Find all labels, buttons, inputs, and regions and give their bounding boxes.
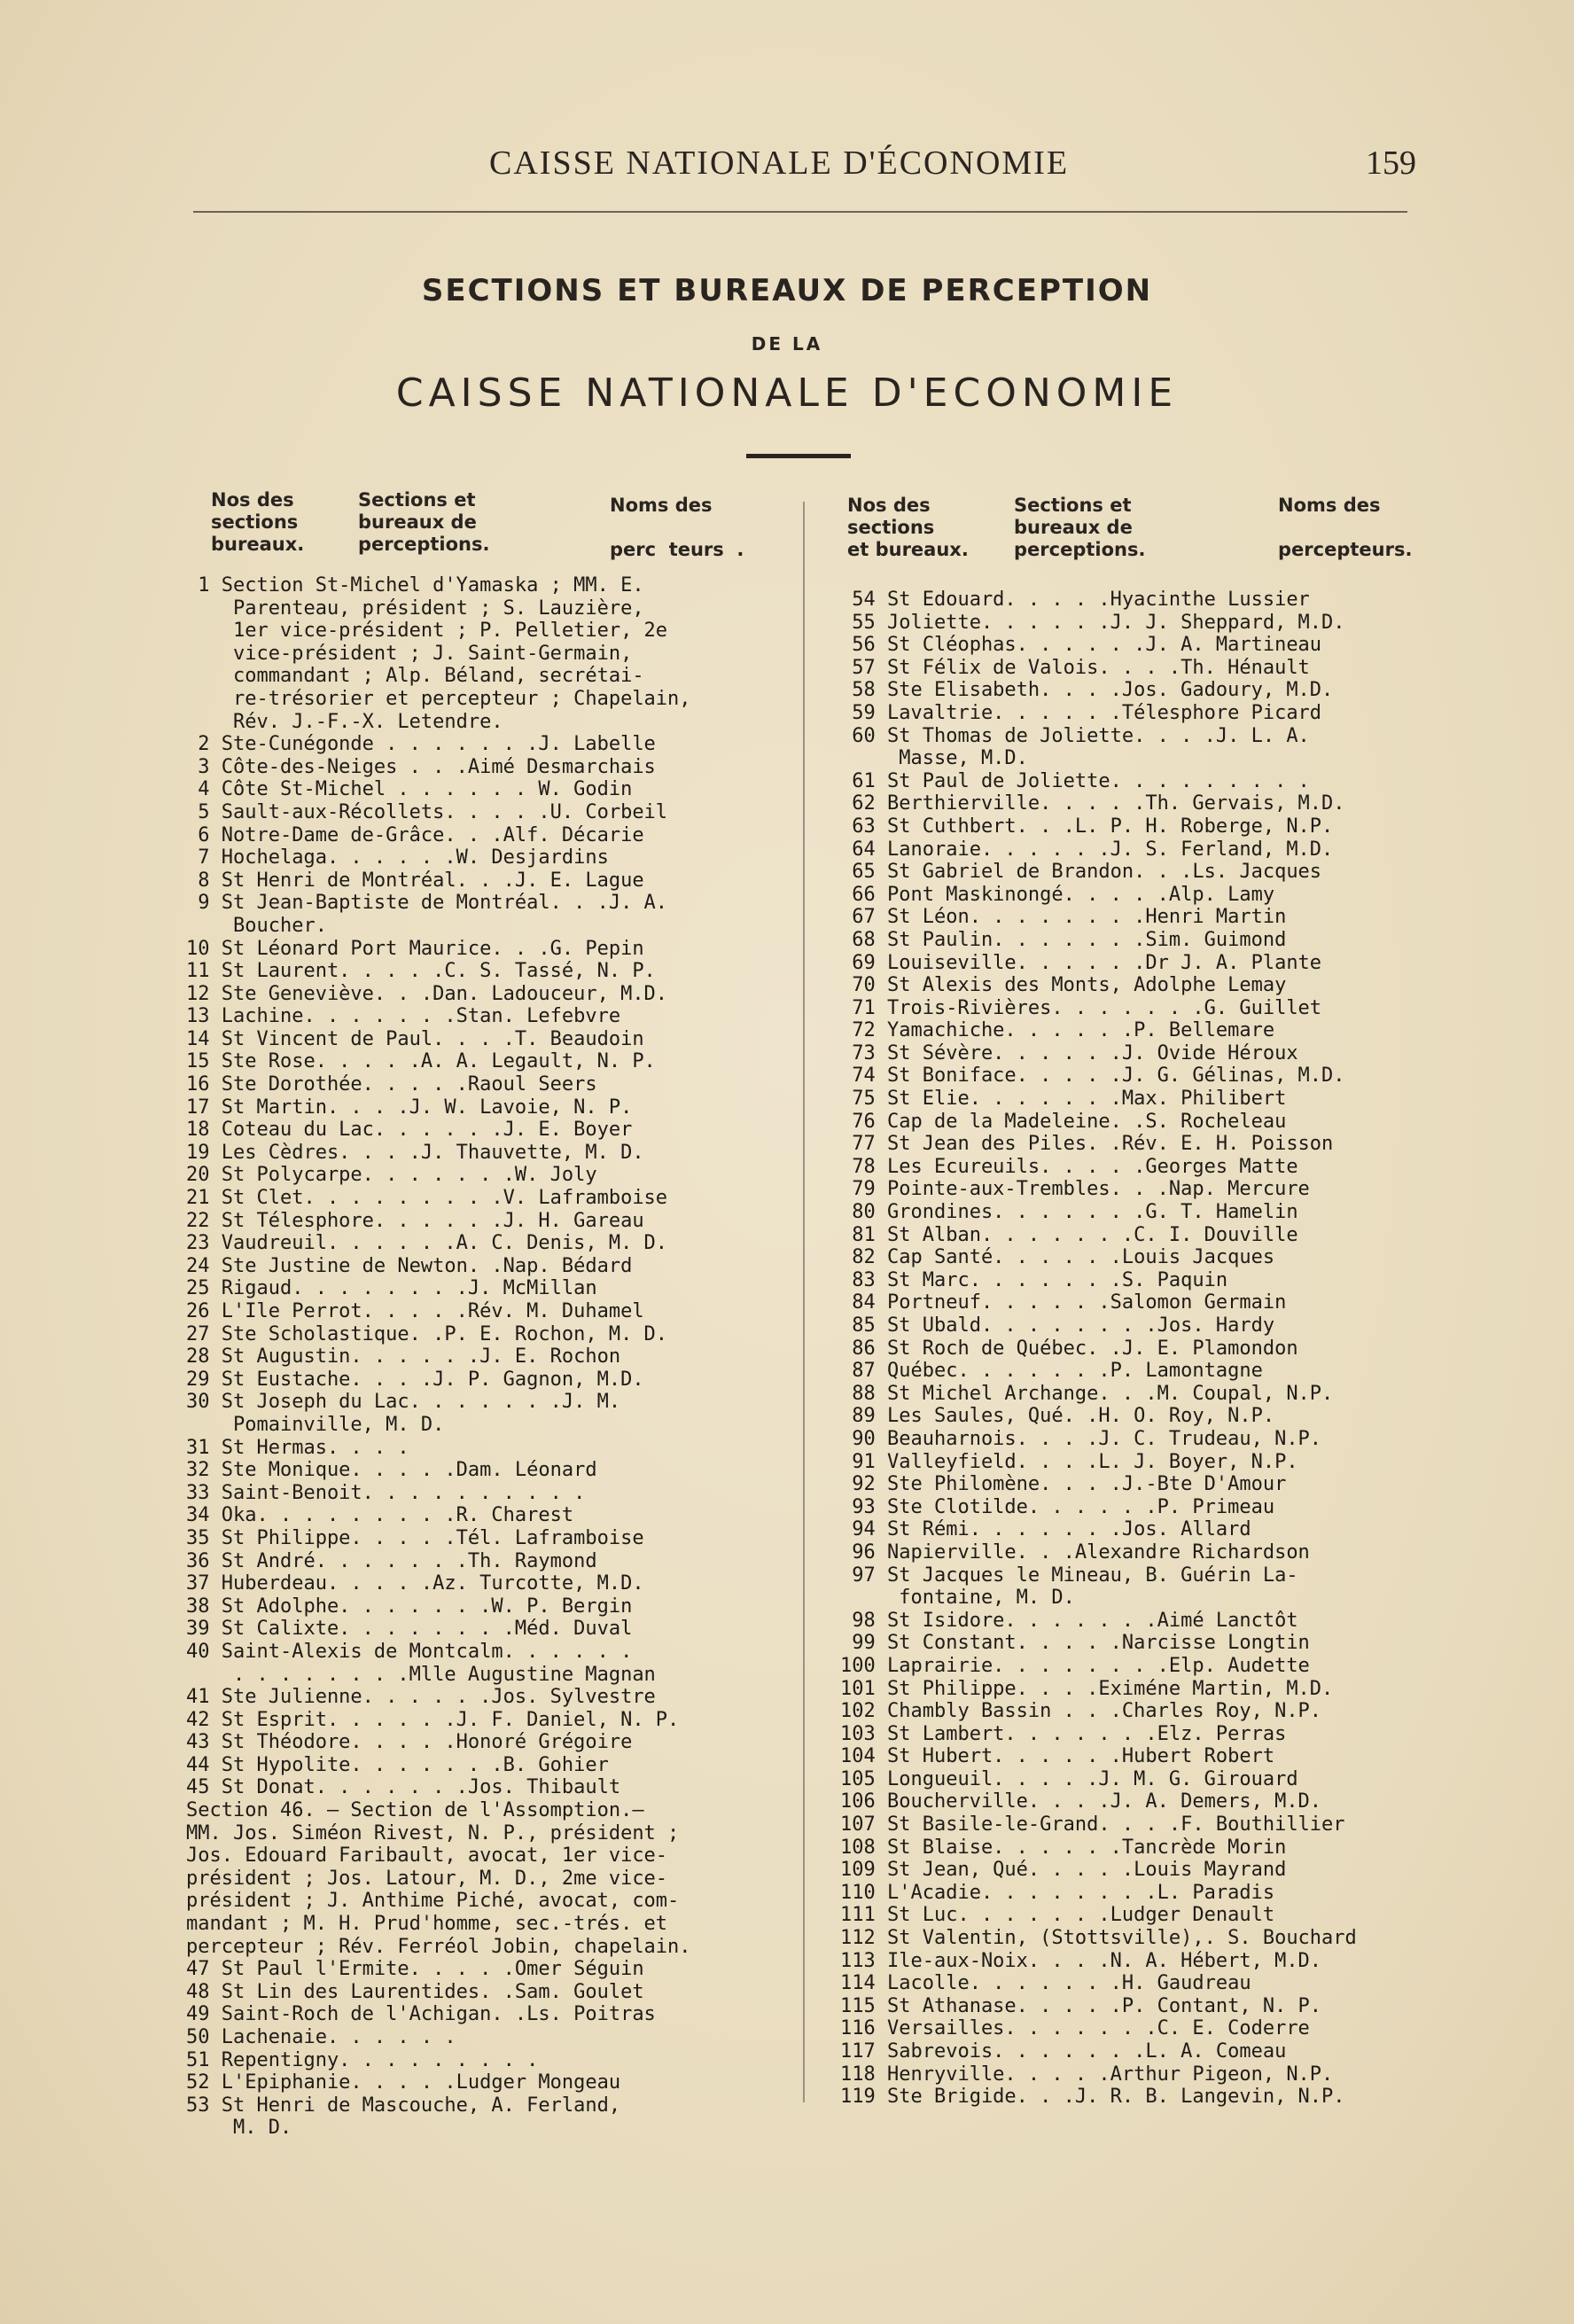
list-item: 6 Notre-Dame de-Grâce. . .Alf. Décarie [186,823,644,846]
title-line-1: SECTIONS ET BUREAUX DE PERCEPTION [421,273,1153,308]
list-item: 27 Ste Scholastique. .P. E. Rochon, M. D. [186,1322,668,1345]
list-item: 77 St Jean des Piles. .Rév. E. H. Poisson [840,1133,1334,1156]
list-item: MM. Jos. Siméon Rivest, N. P., président ; [186,1821,680,1844]
list-item: re-trésorier et percepteur ; Chapelain, [186,687,691,710]
list-item: 20 St Polycarpe. . . . . . .W. Joly [186,1164,597,1187]
list-item: 52 L'Epiphanie. . . . .Ludger Mongeau [186,2071,621,2094]
list-item: 63 St Cuthbert. . .L. P. H. Roberge, N.P. [840,815,1334,838]
list-item: 42 St Esprit. . . . . .J. F. Daniel, N. P. [186,1708,680,1731]
list-item: 62 Berthierville. . . . .Th. Gervais, M.D. [840,792,1345,815]
list-item: mandant ; M. H. Prud'homme, sec.-trés. et [186,1913,668,1936]
list-item: 37 Huberdeau. . . . .Az. Turcotte, M.D. [186,1572,644,1595]
list-item: 117 Sabrevois. . . . . . .L. A. Comeau [840,2040,1287,2063]
list-item: 51 Repentigny. . . . . . . . . [186,2048,539,2071]
list-item: 16 Ste Dorothée. . . . .Raoul Seers [186,1073,597,1096]
list-item: . . . . . . . .Mlle Augustine Magnan [186,1663,656,1686]
list-item: Parenteau, président ; S. Lauzière, [186,597,644,620]
list-item: 94 St Rémi. . . . . . .Jos. Allard [840,1518,1251,1541]
page-number: 159 [1366,144,1416,182]
list-item: Section 46. — Section de l'Assomption.— [186,1799,644,1822]
list-item: 116 Versailles. . . . . . .C. E. Coderre [840,2017,1310,2040]
list-item: président ; J. Anthime Piché, avocat, com- [186,1890,680,1913]
list-item: percepteur ; Rév. Ferréol Jobin, chapelain. [186,1935,691,1958]
list-item: 107 St Basile-le-Grand. . . .F. Bouthillier [840,1813,1345,1837]
list-item: 72 Yamachiche. . . . . .P. Bellemare [840,1019,1275,1042]
list-item: 68 St Paulin. . . . . . .Sim. Guimond [840,928,1287,951]
list-item: 45 St Donat. . . . . . .Jos. Thibault [186,1776,621,1799]
list-item: 12 Ste Geneviève. . .Dan. Ladouceur, M.D. [186,982,668,1005]
list-item: 69 Louiseville. . . . . .Dr J. A. Plante [840,951,1322,974]
left-header-numbers: Nos des sections bureaux. [211,489,305,555]
list-item: 40 Saint-Alexis de Montcalm. . . . . . [186,1640,633,1663]
list-item: 100 Laprairie. . . . . . . .Elp. Audette [840,1654,1310,1677]
list-item: président ; Jos. Latour, M. D., 2me vice- [186,1867,668,1890]
list-item: 118 Henryville. . . . .Arthur Pigeon, N.P. [840,2063,1334,2086]
list-item: 43 St Théodore. . . . .Honoré Grégoire [186,1731,633,1754]
list-item: 13 Lachine. . . . . . .Stan. Lefebvre [186,1005,621,1028]
list-item: 28 St Augustin. . . . . .J. E. Rochon [186,1345,621,1369]
list-item: 87 Québec. . . . . . .P. Lamontagne [840,1360,1263,1383]
list-item: 31 St Hermas. . . . [186,1436,409,1459]
list-item: 49 Saint-Roch de l'Achigan. .Ls. Poitras [186,2003,656,2026]
list-item: 48 St Lin des Laurentides. .Sam. Goulet [186,1980,644,2003]
list-item: 108 St Blaise. . . . . .Tancrède Morin [840,1836,1287,1859]
list-item: 61 St Paul de Joliette. . . . . . . . . [840,769,1310,792]
list-item: 21 St Clet. . . . . . . . .V. Laframboise [186,1187,668,1210]
running-header [193,142,1416,195]
list-item: 91 Valleyfield. . . .L. J. Boyer, N.P. [840,1450,1298,1473]
list-item: 7 Hochelaga. . . . . .W. Desjardins [186,846,609,870]
right-header-sections: Sections et bureaux de perceptions. [1014,495,1146,560]
list-item: 106 Boucherville. . . .J. A. Demers, M.D. [840,1790,1322,1813]
list-item: 11 St Laurent. . . . .C. S. Tassé, N. P. [186,960,656,983]
list-item: 41 Ste Julienne. . . . . .Jos. Sylvestre [186,1686,656,1709]
list-item: 90 Beauharnois. . . .J. C. Trudeau, N.P. [840,1427,1322,1450]
list-item: 75 St Elie. . . . . . .Max. Philibert [840,1088,1287,1111]
list-item: Boucher. [186,914,327,937]
list-item: 80 Grondines. . . . . . .G. T. Hamelin [840,1201,1298,1224]
list-item: 56 St Cléophas. . . . . .J. A. Martineau [840,634,1322,657]
list-item: 83 St Marc. . . . . . .S. Paquin [840,1268,1228,1291]
list-item: 2 Ste-Cunégonde . . . . . . .J. Labelle [186,733,656,756]
list-item: 93 Ste Clotilde. . . . . .P. Primeau [840,1495,1275,1518]
list-item: 38 St Adolphe. . . . . . .W. P. Bergin [186,1595,633,1618]
right-entry-list [840,589,1418,2109]
list-item: 60 St Thomas de Joliette. . . .J. L. A. [840,724,1310,747]
list-item: 81 St Alban. . . . . . .C. I. Douville [840,1223,1298,1246]
list-item: 97 St Jacques le Mineau, B. Guérin La- [840,1564,1298,1587]
list-item: 47 St Paul l'Ermite. . . . .Omer Séguin [186,1958,644,1981]
list-item: 26 L'Ile Perrot. . . . .Rév. M. Duhamel [186,1300,644,1322]
left-header-names: Noms des perc teurs . [610,495,744,560]
list-item: 119 Ste Brigide. . .J. R. B. Langevin, N.P. [840,2086,1345,2109]
list-item: M. D. [186,2117,292,2140]
list-item: 50 Lachenaie. . . . . . [186,2026,456,2048]
column-divider [803,502,805,2102]
list-item: Masse, M.D. [840,747,1028,770]
list-item: 59 Lavaltrie. . . . . .Télesphore Picard [840,701,1322,724]
list-item: 1er vice-président ; P. Pelletier, 2e [186,620,668,643]
list-item: 5 Sault-aux-Récollets. . . . .U. Corbeil [186,800,668,823]
list-item: 18 Coteau du Lac. . . . . .J. E. Boyer [186,1119,633,1142]
title-line-2: DE LA [751,333,823,355]
list-item: 10 St Léonard Port Maurice. . .G. Pepin [186,937,644,960]
list-item: 105 Longueuil. . . . .J. M. G. Girouard [840,1767,1298,1790]
title-rule [746,454,851,458]
running-title: CAISSE NATIONALE D'ÉCONOMIE [489,144,1070,182]
list-item: 64 Lanoraie. . . . . .J. S. Ferland, M.D. [840,838,1334,861]
list-item: 99 St Constant. . . . .Narcisse Longtin [840,1632,1310,1655]
list-item: 85 St Ubald. . . . . . . .Jos. Hardy [840,1314,1275,1337]
list-item: 4 Côte St-Michel . . . . . . W. Godin [186,778,633,801]
list-item: 15 Ste Rose. . . . .A. A. Legault, N. P. [186,1050,656,1073]
list-item: vice-président ; J. Saint-Germain, [186,642,633,665]
list-item: 57 St Félix de Valois. . . .Th. Hénault [840,656,1310,679]
list-item: 24 Ste Justine de Newton. .Nap. Bédard [186,1254,633,1277]
list-item: 44 St Hypolite. . . . . . .B. Gohier [186,1753,609,1776]
list-item: 9 St Jean-Baptiste de Montréal. . .J. A. [186,892,668,915]
title-line-3: CAISSE NATIONALE D'ECONOMIE [395,370,1179,416]
list-item: 71 Trois-Rivières. . . . . . .G. Guillet [840,996,1322,1019]
right-header-numbers: Nos des sections et bureaux. [847,495,969,560]
list-item: 88 St Michel Archange. . .M. Coupal, N.P. [840,1382,1334,1405]
list-item: 89 Les Saules, Qué. .H. O. Roy, N.P. [840,1405,1275,1428]
list-item: 66 Pont Maskinongé. . . . .Alp. Lamy [840,883,1275,906]
list-item: 86 St Roch de Québec. .J. E. Plamondon [840,1337,1298,1360]
list-item: 67 St Léon. . . . . . . .Henri Martin [840,906,1287,929]
list-item: 29 St Eustache. . . .J. P. Gagnon, M.D. [186,1368,644,1391]
list-item: 73 St Sévère. . . . . .J. Ovide Héroux [840,1041,1298,1065]
list-item: 82 Cap Santé. . . . . .Louis Jacques [840,1246,1275,1269]
list-item: 22 St Télesphore. . . . . .J. H. Gareau [186,1209,644,1232]
list-item: 79 Pointe-aux-Trembles. . .Nap. Mercure [840,1178,1310,1201]
list-item: 39 St Calixte. . . . . . . .Méd. Duval [186,1618,633,1641]
list-item: Jos. Edouard Faribault, avocat, 1er vice- [186,1844,668,1868]
list-item: 111 St Luc. . . . . . .Ludger Denault [840,1904,1275,1927]
list-item: 35 St Philippe. . . . .Tél. Laframboise [186,1526,644,1549]
list-item: 96 Napierville. . .Alexandre Richardson [840,1540,1310,1564]
list-item: 34 Oka. . . . . . . . .R. Charest [186,1504,574,1527]
list-item: 54 St Edouard. . . . .Hyacinthe Lussier [840,589,1310,611]
list-item: 92 Ste Philomène. . . .J.-Bte D'Amour [840,1473,1287,1496]
list-item: 109 St Jean, Qué. . . . .Louis Mayrand [840,1859,1287,1882]
list-item: 32 Ste Monique. . . . .Dam. Léonard [186,1459,597,1482]
list-item: fontaine, M. D. [840,1587,1075,1610]
list-item: 114 Lacolle. . . . . . .H. Gaudreau [840,1972,1251,1995]
list-item: 101 St Philippe. . . .Eximéne Martin, M.D. [840,1677,1334,1700]
list-item: 36 St André. . . . . . .Th. Raymond [186,1549,597,1572]
list-item: 30 St Joseph du Lac. . . . . . .J. M. [186,1391,621,1414]
list-item: 104 St Hubert. . . . . .Hubert Robert [840,1745,1275,1768]
list-item: Pomainville, M. D. [186,1413,445,1436]
list-item: commandant ; Alp. Béland, secrétai- [186,665,644,688]
list-item: 1 Section St-Michel d'Yamaska ; MM. E. [186,574,644,597]
list-item: 55 Joliette. . . . . .J. J. Sheppard, M.D. [840,611,1345,634]
list-item: 112 St Valentin, (Stottsville),. S. Bouchard [840,1927,1357,1950]
list-item: 110 L'Acadie. . . . . . . .L. Paradis [840,1881,1275,1904]
list-item: 78 Les Ecureuils. . . . .Georges Matte [840,1155,1298,1178]
list-item: 76 Cap de la Madeleine. .S. Rocheleau [840,1110,1287,1133]
list-item: 19 Les Cèdres. . . .J. Thauvette, M. D. [186,1141,644,1164]
list-item: 25 Rigaud. . . . . . . .J. McMillan [186,1277,597,1300]
list-item: 23 Vaudreuil. . . . . .A. C. Denis, M. D. [186,1232,668,1255]
list-item: 84 Portneuf. . . . . .Salomon Germain [840,1291,1287,1314]
list-item: 74 St Boniface. . . . .J. G. Gélinas, M.D. [840,1065,1345,1088]
list-item: 8 St Henri de Montréal. . .J. E. Lague [186,869,644,892]
header-rule [193,211,1407,213]
list-item: 3 Côte-des-Neiges . . .Aimé Desmarchais [186,755,656,778]
list-item: 53 St Henri de Mascouche, A. Ferland, [186,2094,621,2117]
list-item: 17 St Martin. . . .J. W. Lavoie, N. P. [186,1096,633,1119]
list-item: 98 St Isidore. . . . . . .Aimé Lanctôt [840,1609,1298,1632]
list-item: 103 St Lambert. . . . . . .Elz. Perras [840,1722,1287,1745]
left-header-sections: Sections et bureaux de perceptions. [358,489,490,555]
list-item: Rév. J.-F.-X. Letendre. [186,710,503,733]
list-item: 115 St Athanase. . . . .P. Contant, N. P. [840,1994,1322,2017]
list-item: 102 Chambly Bassin . . .Charles Roy, N.P. [840,1700,1322,1723]
left-entry-list [186,574,771,2140]
list-item: 113 Ile-aux-Noix. . . .N. A. Hébert, M.D. [840,1949,1322,1972]
list-item: 14 St Vincent de Paul. . . .T. Beaudoin [186,1027,644,1050]
list-item: 70 St Alexis des Monts, Adolphe Lemay [840,974,1287,997]
list-item: 65 St Gabriel de Brandon. . .Ls. Jacques [840,861,1322,884]
list-item: 33 Saint-Benoit. . . . . . . . . . [186,1481,586,1504]
list-item: 58 Ste Elisabeth. . . .Jos. Gadoury, M.D. [840,679,1334,702]
right-header-names: Noms des percepteurs. [1278,495,1413,560]
